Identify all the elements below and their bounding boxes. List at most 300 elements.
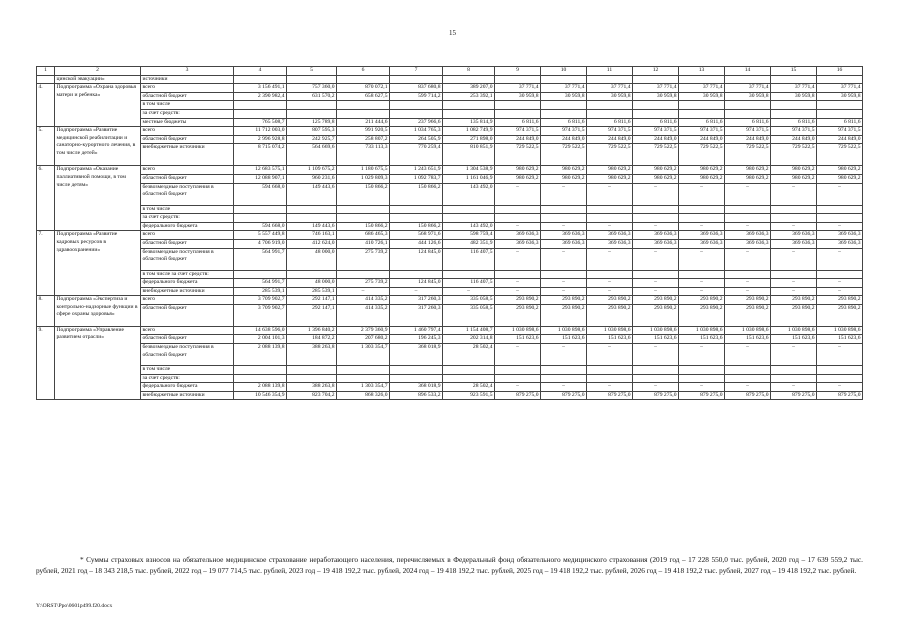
value-cell: 184 872,2 (287, 335, 337, 344)
funding-source: в том числе (141, 101, 234, 110)
value-cell: 30 959,8 (771, 92, 817, 101)
value-cell: 264 505,9 (390, 135, 443, 144)
value-cell: 244 849,0 (817, 135, 863, 144)
funding-source: федерального бюджета (141, 383, 234, 392)
value-cell (771, 214, 817, 223)
value-cell (633, 109, 679, 118)
funding-source: областной бюджет (141, 174, 234, 183)
value-cell: 292 147,1 (287, 296, 337, 305)
value-cell (287, 214, 337, 223)
table-row (37, 344, 863, 366)
funding-source: внебюджетные источники (141, 144, 234, 166)
value-cell: – (443, 287, 495, 296)
value-cell (495, 101, 541, 110)
row-number: 7. (37, 231, 55, 296)
value-cell (587, 214, 633, 223)
value-cell (633, 101, 679, 110)
value-cell: 980 629,2 (771, 174, 817, 183)
value-cell: 150 866,2 (337, 183, 390, 205)
value-cell: 868 326,0 (337, 391, 390, 400)
value-cell: – (633, 279, 679, 288)
value-cell: – (633, 183, 679, 205)
value-cell: – (587, 222, 633, 231)
value-cell (541, 205, 587, 214)
value-cell: – (725, 287, 771, 296)
value-cell: 823 704,2 (287, 391, 337, 400)
value-cell: 369 636,3 (771, 239, 817, 248)
table-row (37, 326, 863, 335)
value-cell: 293 890,2 (587, 304, 633, 326)
funding-source: в том числе (141, 205, 234, 214)
value-cell: 149 443,6 (287, 222, 337, 231)
value-cell: 150 866,2 (390, 183, 443, 205)
value-cell: 980 629,2 (633, 174, 679, 183)
value-cell: 974 371,5 (541, 127, 587, 136)
value-cell: 369 636,3 (725, 231, 771, 240)
table-row (37, 118, 863, 127)
value-cell: 1 030 898,6 (633, 326, 679, 335)
value-cell: 293 890,2 (771, 304, 817, 326)
funding-source: за счет средств: (141, 109, 234, 118)
value-cell: 4 706 919,0 (234, 239, 287, 248)
value-cell (287, 366, 337, 375)
value-cell: 253 392,1 (443, 92, 495, 101)
value-cell: 151 623,6 (679, 335, 725, 344)
value-cell: 974 371,5 (817, 127, 863, 136)
value-cell (541, 75, 587, 84)
value-cell: 980 629,2 (817, 166, 863, 175)
value-cell: 8 715 074,2 (234, 144, 287, 166)
value-cell: – (587, 248, 633, 270)
value-cell: 410 726,1 (337, 239, 390, 248)
value-cell: 37 771,4 (633, 84, 679, 93)
header-cell: 10 (541, 67, 587, 76)
value-cell: 765 508,7 (234, 118, 287, 127)
header-cell: 16 (817, 67, 863, 76)
value-cell: 335 058,5 (443, 304, 495, 326)
value-cell: 879 275,0 (817, 391, 863, 400)
value-cell: 30 959,8 (679, 92, 725, 101)
value-cell (725, 75, 771, 84)
value-cell: – (725, 279, 771, 288)
value-cell: 1 029 809,3 (337, 174, 390, 183)
value-cell: 293 890,2 (587, 296, 633, 305)
value-cell: 244 849,0 (771, 135, 817, 144)
value-cell: 1 030 898,6 (541, 326, 587, 335)
value-cell: 412 624,0 (287, 239, 337, 248)
value-cell (679, 270, 725, 279)
value-cell: 564 669,6 (287, 144, 337, 166)
value-cell: 11 712 003,0 (234, 127, 287, 136)
value-cell: 414 335,2 (337, 304, 390, 326)
value-cell (390, 374, 443, 383)
value-cell: – (771, 183, 817, 205)
funding-source: безвозмездные поступления в областной бюджет (141, 183, 234, 205)
value-cell: 991 920,5 (337, 127, 390, 136)
value-cell: – (587, 344, 633, 366)
value-cell (633, 366, 679, 375)
value-cell: 6 811,6 (541, 118, 587, 127)
header-cell: 13 (679, 67, 725, 76)
row-number: 8. (37, 296, 55, 327)
value-cell: 48 000,0 (287, 248, 337, 270)
value-cell: 30 959,8 (633, 92, 679, 101)
value-cell: – (587, 183, 633, 205)
funding-source: источники (141, 75, 234, 84)
table-row (37, 391, 863, 400)
value-cell: 293 890,2 (817, 296, 863, 305)
value-cell: – (541, 287, 587, 296)
value-cell: 729 522,5 (587, 144, 633, 166)
value-cell: 37 771,4 (725, 84, 771, 93)
row-number: 9. (37, 326, 55, 400)
value-cell (725, 214, 771, 223)
value-cell (495, 374, 541, 383)
table-row (37, 296, 863, 305)
value-cell (587, 75, 633, 84)
value-cell: 980 629,2 (495, 166, 541, 175)
funding-source: в том числе за счет средств: (141, 270, 234, 279)
value-cell (337, 270, 390, 279)
value-cell: 151 623,6 (587, 335, 633, 344)
subprogram-name: Подпрограмма «Развитие кадровых ресурсов в здравоохранении» (55, 231, 141, 296)
value-cell: 116 407,5 (443, 248, 495, 270)
value-cell: – (679, 248, 725, 270)
value-cell: – (337, 287, 390, 296)
header-cell: 4 (234, 67, 287, 76)
table-row (37, 166, 863, 175)
value-cell: – (587, 287, 633, 296)
value-cell: 980 629,2 (541, 166, 587, 175)
value-cell: – (679, 344, 725, 366)
value-cell: 211 444,6 (337, 118, 390, 127)
value-cell (390, 366, 443, 375)
value-cell: 369 636,3 (633, 239, 679, 248)
value-cell: 30 959,8 (587, 92, 633, 101)
header-cell: 7 (390, 67, 443, 76)
header-cell: 14 (725, 67, 771, 76)
table-row (37, 231, 863, 240)
value-cell: 879 275,0 (541, 391, 587, 400)
value-cell (817, 75, 863, 84)
value-cell (287, 101, 337, 110)
table-row (37, 144, 863, 166)
value-cell: 202 314,8 (443, 335, 495, 344)
value-cell (587, 374, 633, 383)
value-cell: 10 546 354,9 (234, 391, 287, 400)
value-cell (679, 214, 725, 223)
row-number (37, 75, 55, 84)
funding-source: областной бюджет (141, 135, 234, 144)
header-cell: 2 (55, 67, 141, 76)
value-cell: – (771, 222, 817, 231)
value-cell: 293 890,2 (495, 304, 541, 326)
value-cell (337, 374, 390, 383)
value-cell: 151 623,6 (817, 335, 863, 344)
value-cell: – (541, 222, 587, 231)
value-cell: 28 502,4 (443, 344, 495, 366)
value-cell (443, 214, 495, 223)
value-cell: 244 849,0 (633, 135, 679, 144)
value-cell (390, 205, 443, 214)
value-cell (817, 374, 863, 383)
table-row (37, 304, 863, 326)
value-cell: 729 522,5 (725, 144, 771, 166)
value-cell: 293 890,2 (495, 296, 541, 305)
value-cell: 1 180 675,5 (337, 166, 390, 175)
value-cell: 369 636,3 (495, 231, 541, 240)
value-cell: 1 082 749,9 (443, 127, 495, 136)
subprogram-name: Подпрограмма «Охрана здоровья матери и ребенка» (55, 84, 141, 127)
value-cell: 293 890,2 (633, 304, 679, 326)
table-row (37, 183, 863, 205)
value-cell: 879 275,0 (633, 391, 679, 400)
value-cell: 1 303 354,7 (337, 344, 390, 366)
footnote: * Суммы страховых взносов на обязательное медицинское страхование неработающего населения, перечисляемых в Федеральный фонд обязательного медицинского страхования (2019 год – 17 228 550,0 тыс. рублей, 2020 год – 17 639 559,2 тыс. рублей, 2021 год – 18 343 218,5 тыс. рублей, 2022 год – 19 077 714,5 тыс. рублей, 2023 год – 19 418 192,2 тыс. рублей, 2024 год – 19 418 192,2 тыс. рублей, 2025 год – 19 418 192,2 тыс. рублей, 2026 год – 19 418 192,2 тыс. рублей, 2027 год – 19 418 192,2 тыс. рублей. (36, 555, 863, 575)
value-cell (234, 214, 287, 223)
value-cell (817, 366, 863, 375)
subprogram-name: Подпрограмма «Экспертиза и контрольно-надзорные функции в сфере охраны здоровья» (55, 296, 141, 327)
value-cell: 594 668,0 (234, 183, 287, 205)
subprogram-name: Подпрограмма «Управление развитием отрасли» (55, 326, 141, 400)
value-cell (234, 109, 287, 118)
value-cell: 12 683 575,1 (234, 166, 287, 175)
value-cell: 482 351,9 (443, 239, 495, 248)
value-cell: 369 636,3 (541, 231, 587, 240)
value-cell (633, 270, 679, 279)
value-cell: 810 851,9 (443, 144, 495, 166)
value-cell: 369 636,3 (587, 239, 633, 248)
value-cell: – (541, 383, 587, 392)
value-cell: 151 623,6 (633, 335, 679, 344)
table-row (37, 374, 863, 383)
funding-source: областной бюджет (141, 304, 234, 326)
value-cell: 293 890,2 (679, 296, 725, 305)
value-cell: – (725, 344, 771, 366)
value-cell (587, 205, 633, 214)
value-cell: 1 154 408,7 (443, 326, 495, 335)
value-cell (443, 205, 495, 214)
value-cell: – (817, 344, 863, 366)
value-cell (495, 205, 541, 214)
value-cell: 37 771,4 (771, 84, 817, 93)
table-row (37, 239, 863, 248)
page-number: 15 (449, 29, 456, 37)
value-cell: – (725, 222, 771, 231)
header-cell: 3 (141, 67, 234, 76)
table-row (37, 101, 863, 110)
value-cell: 879 275,0 (495, 391, 541, 400)
table-row (37, 279, 863, 288)
funding-source: федерального бюджета (141, 222, 234, 231)
value-cell (771, 270, 817, 279)
value-cell (771, 374, 817, 383)
value-cell: 258 807,2 (337, 135, 390, 144)
value-cell: 30 959,8 (541, 92, 587, 101)
value-cell: 3 709 902,7 (234, 304, 287, 326)
value-cell: 598 759,4 (443, 231, 495, 240)
value-cell (817, 101, 863, 110)
value-cell: 980 629,2 (679, 166, 725, 175)
value-cell (771, 366, 817, 375)
table-row (37, 383, 863, 392)
funding-source: федерального бюджета (141, 279, 234, 288)
value-cell (495, 366, 541, 375)
value-cell: 1 030 898,6 (771, 326, 817, 335)
header-row (37, 67, 863, 76)
subprogram-name: Подпрограмма «Оказание паллиативной помощи, в том числе детям» (55, 166, 141, 231)
value-cell: 1 092 783,7 (390, 174, 443, 183)
value-cell: 151 623,6 (771, 335, 817, 344)
value-cell: 980 629,2 (771, 166, 817, 175)
value-cell: 293 890,2 (725, 296, 771, 305)
value-cell: – (679, 279, 725, 288)
value-cell: 1 030 898,6 (495, 326, 541, 335)
value-cell: 150 866,2 (337, 222, 390, 231)
value-cell: 369 636,3 (587, 231, 633, 240)
value-cell: 2 004 101,3 (234, 335, 287, 344)
table-row (37, 75, 863, 84)
value-cell (587, 270, 633, 279)
value-cell: 388 263,8 (287, 383, 337, 392)
value-cell: 564 991,7 (234, 248, 287, 270)
value-cell: 369 636,3 (495, 239, 541, 248)
value-cell: 980 629,2 (587, 166, 633, 175)
value-cell (443, 75, 495, 84)
value-cell: 414 335,2 (337, 296, 390, 305)
value-cell: – (817, 248, 863, 270)
value-cell: 770 259,4 (390, 144, 443, 166)
value-cell: 369 636,3 (817, 239, 863, 248)
value-cell (679, 101, 725, 110)
value-cell: 2 996 928,8 (234, 135, 287, 144)
funding-source: безвозмездные поступления в областной бюджет (141, 248, 234, 270)
value-cell: – (725, 183, 771, 205)
funding-source: всего (141, 84, 234, 93)
value-cell: 1 030 898,6 (817, 326, 863, 335)
value-cell: 974 371,5 (633, 127, 679, 136)
value-cell: – (495, 279, 541, 288)
funding-source: внебюджетные источники (141, 287, 234, 296)
file-path: Y:\ORST\Ppo\0601p499.f20.docx (36, 603, 113, 609)
value-cell: 37 771,4 (541, 84, 587, 93)
value-cell: – (817, 279, 863, 288)
value-cell (541, 214, 587, 223)
value-cell: 14 638 596,0 (234, 326, 287, 335)
value-cell: 124 845,0 (390, 248, 443, 270)
value-cell: 6 811,6 (817, 118, 863, 127)
value-cell: 293 890,2 (771, 296, 817, 305)
table-row (37, 248, 863, 270)
value-cell: 124 845,0 (390, 279, 443, 288)
value-cell: – (771, 248, 817, 270)
value-cell: – (679, 183, 725, 205)
value-cell: – (771, 383, 817, 392)
header-cell: 11 (587, 67, 633, 76)
value-cell: 594 668,0 (234, 222, 287, 231)
value-cell (287, 75, 337, 84)
value-cell (390, 109, 443, 118)
header-cell: 5 (287, 67, 337, 76)
value-cell (725, 374, 771, 383)
value-cell: – (633, 248, 679, 270)
table-row (37, 366, 863, 375)
value-cell (287, 205, 337, 214)
value-cell (817, 270, 863, 279)
value-cell: 369 636,3 (725, 239, 771, 248)
value-cell: 37 771,4 (679, 84, 725, 93)
value-cell: 568 971,6 (390, 231, 443, 240)
value-cell: – (771, 344, 817, 366)
value-cell (817, 205, 863, 214)
funding-source: всего (141, 166, 234, 175)
value-cell: 37 771,4 (587, 84, 633, 93)
value-cell: 974 371,5 (495, 127, 541, 136)
table-row (37, 92, 863, 101)
value-cell: 980 629,2 (541, 174, 587, 183)
value-cell: 729 522,5 (495, 144, 541, 166)
header-cell: 8 (443, 67, 495, 76)
value-cell (725, 101, 771, 110)
value-cell (817, 214, 863, 223)
value-cell: 980 629,2 (725, 166, 771, 175)
value-cell (443, 109, 495, 118)
value-cell: – (541, 279, 587, 288)
value-cell (495, 214, 541, 223)
value-cell: – (541, 248, 587, 270)
value-cell: 879 275,0 (679, 391, 725, 400)
value-cell (234, 75, 287, 84)
value-cell (287, 374, 337, 383)
value-cell (443, 101, 495, 110)
value-cell (337, 205, 390, 214)
funding-source: за счет средств: (141, 374, 234, 383)
value-cell (679, 366, 725, 375)
value-cell: – (495, 344, 541, 366)
value-cell: – (725, 383, 771, 392)
value-cell: 125 789,8 (287, 118, 337, 127)
value-cell: 293 890,2 (633, 296, 679, 305)
value-cell: 599 714,2 (390, 92, 443, 101)
funding-source: местные бюджеты (141, 118, 234, 127)
value-cell: 564 991,7 (234, 279, 287, 288)
header-cell: 15 (771, 67, 817, 76)
value-cell: 837 680,8 (390, 84, 443, 93)
value-cell (587, 101, 633, 110)
value-cell: 6 811,6 (679, 118, 725, 127)
value-cell: – (495, 222, 541, 231)
value-cell (679, 75, 725, 84)
value-cell: 729 522,5 (679, 144, 725, 166)
value-cell: – (495, 183, 541, 205)
value-cell (337, 366, 390, 375)
value-cell: 388 263,8 (287, 344, 337, 366)
value-cell: 870 072,1 (337, 84, 390, 93)
value-cell: 275 739,2 (337, 248, 390, 270)
value-cell: 293 890,2 (817, 304, 863, 326)
value-cell: 3 709 902,7 (234, 296, 287, 305)
value-cell (495, 270, 541, 279)
value-cell (679, 109, 725, 118)
value-cell: 244 849,0 (495, 135, 541, 144)
value-cell (390, 101, 443, 110)
value-cell: 143 492,0 (443, 222, 495, 231)
value-cell: 980 629,2 (725, 174, 771, 183)
value-cell: – (771, 287, 817, 296)
value-cell (234, 366, 287, 375)
value-cell: 237 966,6 (390, 118, 443, 127)
value-cell: 244 849,0 (541, 135, 587, 144)
